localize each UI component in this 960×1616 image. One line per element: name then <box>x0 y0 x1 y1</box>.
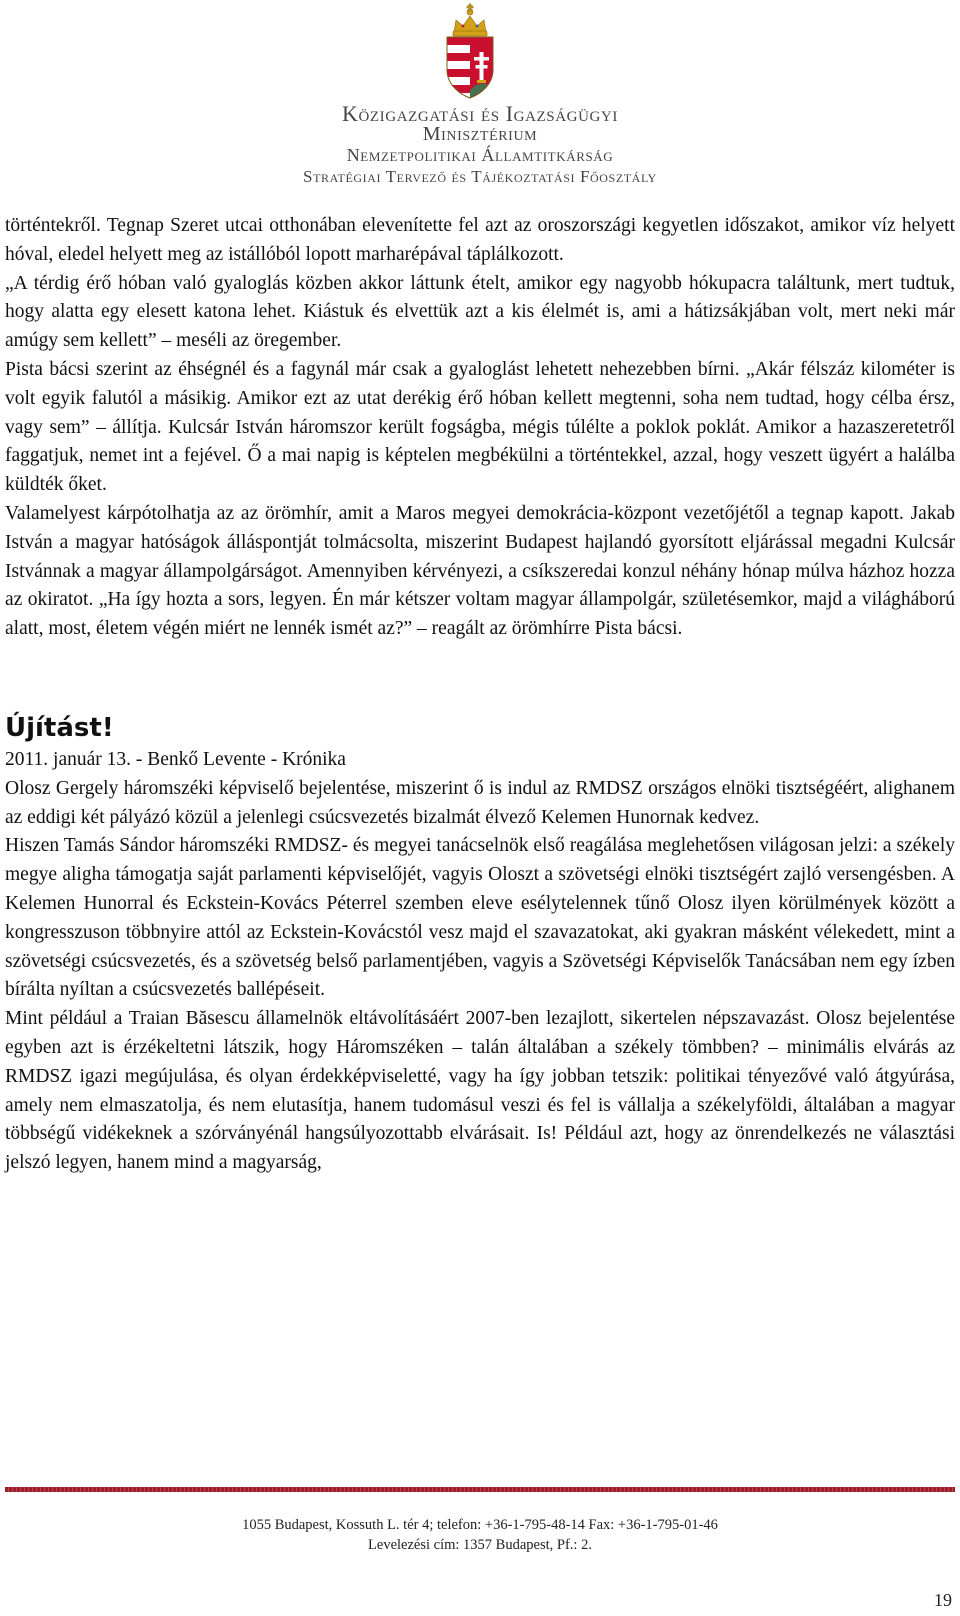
footer-mailing-address: Levelezési cím: 1357 Budapest, Pf.: 2. <box>368 1537 592 1553</box>
body-paragraph: „A térdig érő hóban való gyaloglás közben akkor láttunk ételt, amikor egy nagyobb hókupacra találtunk, mert tudtuk, hogy alatta egy elesett katona lehet. Kiástuk és elvettük azt a kis élelmét is, ami a hátizsákjában volt, mert neki már amúgy sem kellett” – meséli az öregember. <box>5 272 955 352</box>
document-body <box>5 212 955 1178</box>
article-title: Újítást! <box>5 712 114 743</box>
article-byline: 2011. január 13. - Benkő Levente - Krónika <box>5 748 346 770</box>
body-paragraph: Valamelyest kárpótolhatja az az örömhír, amit a Maros megyei demokrácia-központ vezetőjétől a tegnap kapott. Jakab István a magyar hatóságok álláspontját tolmácsolta, miszerint Budapest hajlandó gyorsított eljárással megadni Kulcsár Istvánnak a magyar állampolgárságot. Amennyiben kérvényezi, a csíkszeredai konzul néhány hónap múlva házhoz hozza az okiratot. „Ha így hozta a sors, legyen. Én már kétszer voltam magyar állampolgár, születésemkor, majd a világháború alatt, most, életem végén miért ne lennék ismét az?” – reagált az örömhírre Pista bácsi. <box>5 502 955 640</box>
ministry-name-line2: Minisztérium <box>422 123 538 145</box>
department-name: Stratégiai Tervező és Tájékoztatási Főosztály <box>303 167 657 186</box>
body-paragraph: történtekről. Tegnap Szeret utcai otthonában elevenítette fel azt az oroszországi kegyetlen időszakot, amikor víz helyett hóval, eledel helyett meg az istállóból lopott marharépával táplálkozott. <box>5 215 955 265</box>
state-secretariat-name: Nemzetpolitikai Államtitkárság <box>346 145 614 165</box>
footer-divider <box>5 1487 955 1492</box>
article-paragraph: Mint például a Traian Băsescu államelnök eltávolításáért 2007-ben lezajlott, sikertelen népszavazást. Olosz bejelentése egyben azt is érzékeltetni látszik, hogy Háromszéken – talán általában a székely tömbben? – minimális elvárás az RMDSZ igazi megújulása, és olyan érdekképviseletté, vagy ha így jobban tetszik: politikai tényezővé való átgyúrása, amely nem elmaszatolja, és nem elutasítja, hanem tudomásul veszi és fel is vállalja a székelyföldi, általában a magyar többségű vidékeknek a szórványénál hangsúlyozottabb elvárásait. Is! Például azt, hogy az önrendelkezés ne választási jelszó legyen, hanem mind a magyarság, <box>5 1008 955 1174</box>
page-number: 19 <box>934 1590 952 1610</box>
article-paragraph: Hiszen Tamás Sándor háromszéki RMDSZ- és megyei tanácselnök első reagálása meglehetősen világosan jelzi: a székely megye aligha támogatja saját parlamenti képviselőjét, vagyis Oloszt a szövetségi elnöki tisztségért zajló versengésben. A Kelemen Hunorral és Eckstein-Kovács Péterrel szemben eleve esélytelennek tűnő Olosz ilyen körülmények között a kongresszuson többnyire attól az Eckstein-Kovácstól vesz majd el szavazatokat, aki gyakran másként vélekedett, mint a szövetségi csúcsvezetés, és a szövetség belső parlamentjében, vagyis a Szövetségi Képviselők Tanácsában nem egy ízben bírálta nyíltan a csúcsvezetés ballépéseit. <box>5 835 955 1001</box>
ministry-name-line1: Közigazgatási és Igazságügyi <box>342 101 618 126</box>
body-paragraph: Pista bácsi szerint az éhségnél és a fagynál már csak a gyaloglást lehetett nehezebben bírni. „Akár félszáz kilométer is volt egyik falutól a másikig. Amikor ezt az utat derékig érő hóban kellett megtenni, soha nem tudtad, hogy célba érsz, vagy sem” – állítja. Kulcsár István háromszor került fogságba, mégis túlélte a poklok poklát. Amikor a hazaszeretetről faggatjuk, nemet int a fejével. Ő a mai napig is képtelen megbékülni a történtekkel, azzal, hogy veszett ügyért a halálba küldték őket. <box>5 358 955 496</box>
footer-address: 1055 Budapest, Kossuth L. tér 4; telefon: +36-1-795-48-14 Fax: +36-1-795-01-46 <box>242 1517 718 1533</box>
article-paragraph: Olosz Gergely háromszéki képviselő bejelentése, miszerint ő is indul az RMDSZ országos elnöki tisztségéért, alighanem az eddigi két pályázó közül a jelenlegi csúcsvezetés bizalmát élvező Kelemen Hunornak kedvez. <box>5 777 955 828</box>
letterhead <box>0 0 960 200</box>
coat-of-arms-icon <box>441 2 499 100</box>
